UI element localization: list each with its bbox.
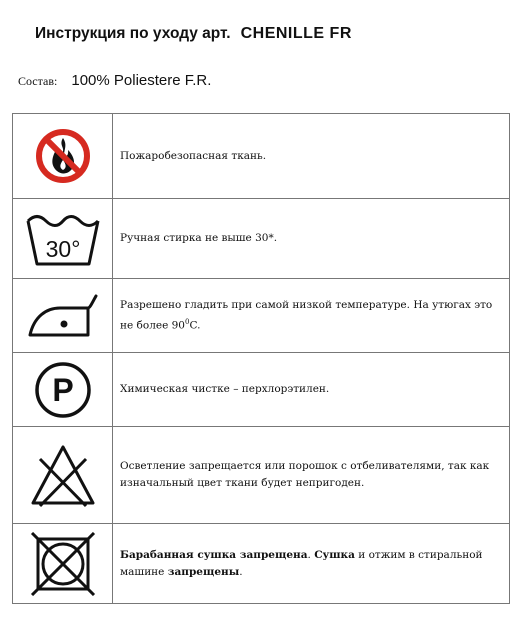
composition-value: 100% Poliestere F.R.: [71, 72, 212, 89]
icon-cell: [13, 524, 113, 604]
title-text: Инструкция по уходу арт.: [35, 25, 231, 42]
dry-clean-letter: P: [51, 371, 74, 408]
icon-cell: [13, 427, 113, 524]
table-row: [13, 353, 510, 427]
icon-cell: [13, 114, 113, 199]
table-row: [13, 427, 510, 524]
instruction-text: Осветление запрещается или порошок с отбеливателями, так как изначальный цвет ткани будет непригоден.: [113, 427, 510, 524]
dry-clean-p-icon: [33, 360, 93, 420]
icon-cell: [13, 353, 113, 427]
no-tumble-dry-icon: [30, 532, 96, 596]
composition-label: Состав:: [18, 74, 58, 88]
hand-wash-30-icon: [25, 209, 101, 269]
instruction-text: Ручная стирка не выше 30*.: [113, 199, 510, 279]
wash-temperature: 30°: [45, 235, 80, 262]
composition-line: [18, 72, 211, 90]
table-row: [13, 524, 510, 604]
table-row: [13, 279, 510, 353]
instruction-text: Барабанная сушка запрещена. Сушка и отжим в стиральной машине запрещены.: [113, 524, 510, 604]
no-bleach-icon: [28, 442, 98, 508]
table-row: [13, 114, 510, 199]
instruction-text: Разрешено гладить при самой низкой температуре. На утюгах это не более $90^0C$.: [113, 279, 510, 353]
article-code: CHENILLE FR: [240, 25, 352, 42]
instruction-text: Пожаробезопасная ткань.: [113, 114, 510, 199]
table-row: [13, 199, 510, 279]
icon-cell: [13, 199, 113, 279]
icon-cell: [13, 279, 113, 353]
instruction-text: Химическая чистке – перхлорэтилен.: [113, 353, 510, 427]
no-fire-icon: [31, 124, 95, 188]
iron-low-temp-icon: [26, 291, 100, 341]
page-title: [35, 25, 352, 43]
care-instructions-table: [12, 113, 510, 604]
